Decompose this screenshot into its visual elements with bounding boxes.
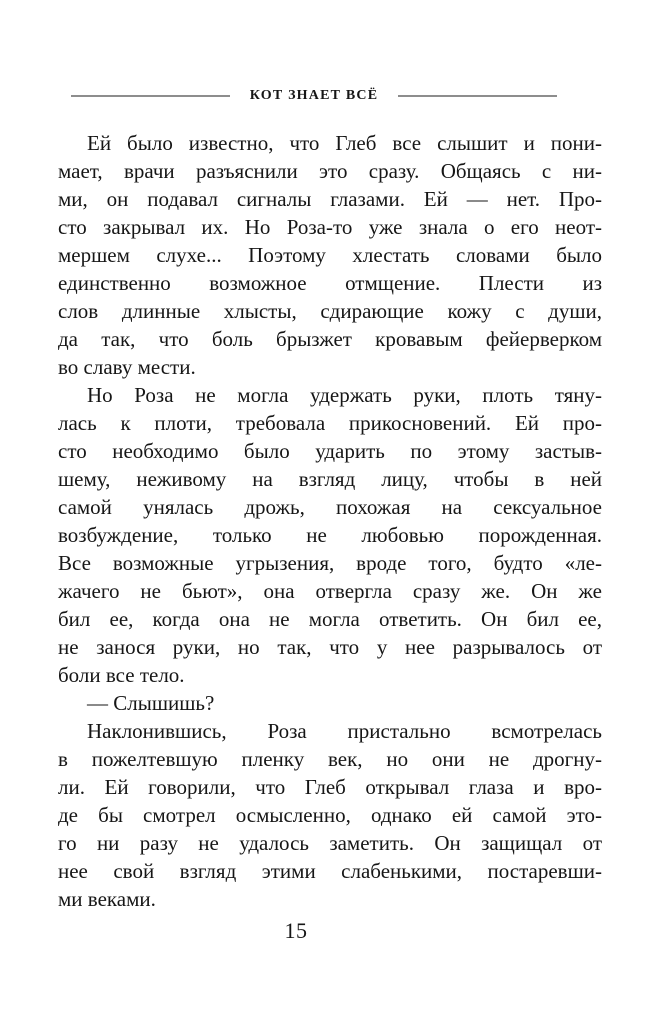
- text-line: мает, врачи разъяснили это сразу. Общаясь с ни-: [58, 159, 602, 183]
- text-line: единственно возможное отмщение. Плести из: [58, 271, 602, 295]
- text-line: лась к плоти, требовала прикосновений. Ей про-: [58, 411, 602, 435]
- text-line: не занося руки, но так, что у нее разрывалось от: [58, 635, 602, 659]
- text-line: нее свой взгляд этими слабенькими, постаревши-: [58, 859, 602, 883]
- text-line: ми, он подавал сигналы глазами. Ей — нет. Про-: [58, 187, 602, 211]
- running-head-title: КОТ ЗНАЕТ ВСЁ: [249, 88, 379, 103]
- text-line: Все возможные угрызения, вроде того, будто «ле-: [58, 551, 602, 575]
- header-rule-right: [398, 95, 557, 97]
- text-line: де бы смотрел осмысленно, однако ей самой это-: [58, 803, 602, 827]
- text-line: ли. Ей говорили, что Глеб открывал глаза и вро-: [58, 775, 602, 799]
- text-line: в пожелтевшую пленку век, но они не дрогну-: [58, 747, 602, 771]
- text-line: Ей было известно, что Глеб все слышит и пони-: [87, 131, 602, 155]
- text-body: [58, 129, 602, 913]
- running-head: [71, 87, 557, 105]
- paragraph: [58, 689, 602, 717]
- text-line: бил ее, когда она не могла ответить. Он бил ее,: [58, 607, 602, 631]
- text-line: слов длинные хлысты, сдирающие кожу с души,: [58, 299, 602, 323]
- text-line: шему, неживому на взгляд лицу, чтобы в ней: [58, 467, 602, 491]
- text-line: го ни разу не удалось заметить. Он защищал от: [58, 831, 602, 855]
- page-number: 15: [284, 918, 308, 943]
- text-line: Но Роза не могла удержать руки, плоть тяну-: [87, 383, 602, 407]
- text-line: Наклонившись, Роза пристально всмотрелась: [87, 719, 602, 743]
- text-line: сто необходимо было ударить по этому застыв-: [58, 439, 602, 463]
- text-line: сто закрывал их. Но Роза-то уже знала о его неот-: [58, 215, 602, 239]
- text-line: боли все тело.: [58, 663, 185, 687]
- paragraph: [58, 129, 602, 381]
- text-line: жачего не бьют», она отвергла сразу же. Он же: [58, 579, 602, 603]
- text-line: да так, что боль брызжет кровавым фейерверком: [58, 327, 602, 351]
- text-line: самой унялась дрожь, похожая на сексуальное: [58, 495, 602, 519]
- text-line: — Слышишь?: [87, 691, 215, 715]
- text-line: во славу мести.: [58, 355, 196, 379]
- paragraph: [58, 381, 602, 689]
- paragraph: [58, 717, 602, 913]
- text-line: возбуждение, только не любовью порожденная.: [58, 523, 602, 547]
- header-rule-left: [71, 95, 230, 97]
- text-line: ми веками.: [58, 887, 156, 911]
- text-line: мершем слухе... Поэтому хлестать словами было: [58, 243, 602, 267]
